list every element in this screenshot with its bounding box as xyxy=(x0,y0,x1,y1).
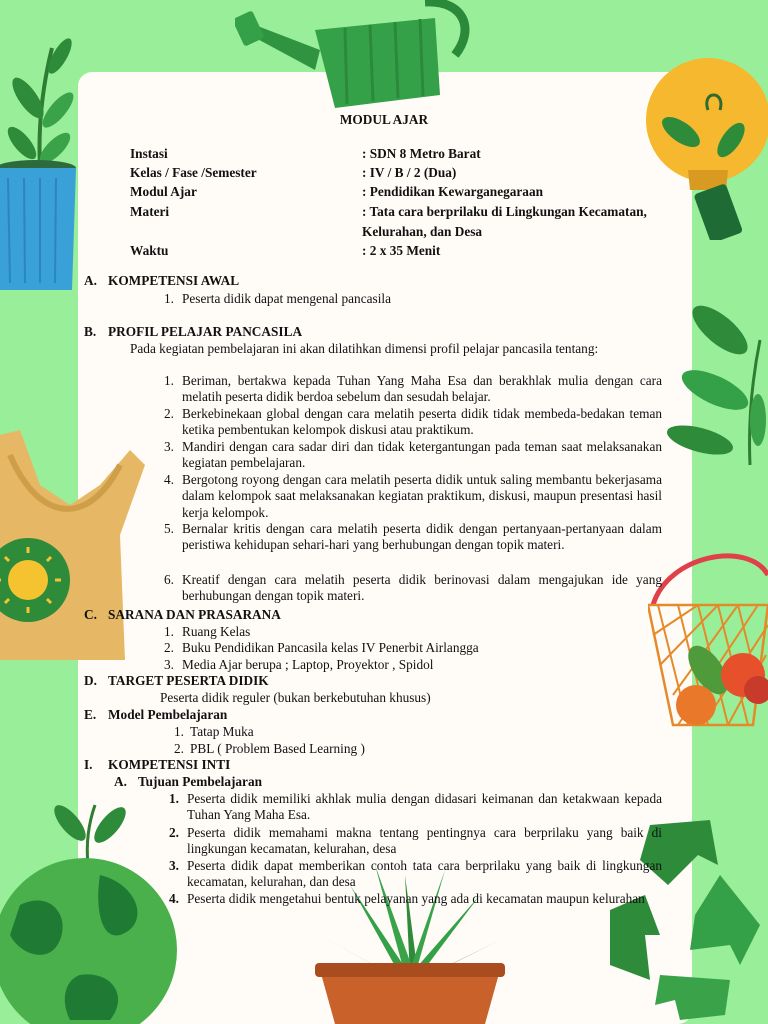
identity-value: Kelurahan, dan Desa xyxy=(362,224,483,239)
list-number: 1. xyxy=(164,291,174,306)
list-number: 3. xyxy=(164,439,174,454)
list-item: Kreatif dengan cara melatih peserta didik berinovasi dalam mengajukan ide yang berhubungan dengan topik materi. xyxy=(182,572,662,604)
identity-label: Modul Ajar xyxy=(130,184,197,199)
list-number: 3. xyxy=(164,657,174,672)
section-heading-b: B. PROFIL PELAJAR PANCASILA xyxy=(84,324,303,339)
list-item: Bergotong royong dengan cara melatih peserta didik untuk saling membantu bekerjasama dalam kelompok saat melaksanakan kegiatan praktikum, diskusi, maupun presentasi hasil kerja kelompok. xyxy=(182,472,662,520)
list-item: PBL ( Problem Based Learning ) xyxy=(190,741,365,756)
list-number: 2. xyxy=(169,825,179,840)
list-number: 2. xyxy=(164,406,174,421)
section-heading-d: D. TARGET PESERTA DIDIK xyxy=(84,673,269,688)
list-item: Peserta didik dapat mengenal pancasila xyxy=(182,291,391,306)
identity-value: : 2 x 35 Menit xyxy=(362,243,441,258)
list-item: Buku Pendidikan Pancasila kelas IV Penerbit Airlangga xyxy=(182,640,479,655)
identity-label: Instasi xyxy=(130,146,168,161)
list-number: 2. xyxy=(164,640,174,655)
identity-value: : Tata cara berprilaku di Lingkungan Kecamatan, xyxy=(362,204,647,219)
section-text: Peserta didik reguler (bukan berkebutuhan khusus) xyxy=(160,690,431,705)
list-item: Peserta didik memahami makna tentang pentingnya cara berprilaku yang baik di lingkungan kecamatan, kelurahan, desa xyxy=(187,825,662,857)
list-item: Peserta didik mengetahui bentuk pelayanan yang ada di kecamatan maupun kelurahan xyxy=(187,891,645,906)
list-number: 4. xyxy=(164,472,174,487)
list-number: 3. xyxy=(169,858,179,873)
list-item: Media Ajar berupa ; Laptop, Proyektor , Spidol xyxy=(182,657,434,672)
list-item: Berkebinekaan global dengan cara melatih peserta didik tidak membeda-bedakan teman ketika pembentukan kelompok diskusi atau praktikum. xyxy=(182,406,662,438)
list-number: 4. xyxy=(169,891,179,906)
document-title: MODUL AJAR xyxy=(339,112,429,127)
list-number: 6. xyxy=(164,572,174,587)
section-intro: Pada kegiatan pembelajaran ini akan dilatihkan dimensi profil pelajar pancasila tentang: xyxy=(130,341,599,356)
list-item: Bernalar kritis dengan cara melatih peserta didik dengan pertanyaan-pertanyaan dalam peristiwa kehidupan sehari-hari yang berhubungan dengan topik materi. xyxy=(182,521,662,553)
section-heading-c: C. SARANA DAN PRASARANA xyxy=(84,607,281,622)
list-number: 1. xyxy=(164,373,174,388)
list-item: Tatap Muka xyxy=(190,724,254,739)
list-item: Mandiri dengan cara sadar diri dan tidak ketergantungan pada teman saat melaksanakan kegiatan pembelajaran. xyxy=(182,439,662,471)
section-heading-i: I. KOMPETENSI INTI xyxy=(84,757,231,772)
list-number: 5. xyxy=(164,521,174,536)
list-item: Peserta didik memiliki akhlak mulia dengan didasari keimanan dan ketakwaan kepada Tuhan Yang Maha Esa. xyxy=(187,791,662,823)
identity-value: : SDN 8 Metro Barat xyxy=(362,146,481,161)
identity-label: Materi xyxy=(130,204,170,219)
subsection-heading: A. Tujuan Pembelajaran xyxy=(114,774,262,789)
list-number: 1. xyxy=(164,624,174,639)
identity-label: Waktu xyxy=(130,243,169,258)
identity-value: : Pendidikan Kewarganegaraan xyxy=(362,184,543,199)
identity-value: : IV / B / 2 (Dua) xyxy=(362,165,457,180)
identity-label: Kelas / Fase /Semester xyxy=(130,165,257,180)
list-number: 1. xyxy=(174,724,184,739)
section-heading-e: E. Model Pembelajaran xyxy=(84,707,228,722)
list-item: Ruang Kelas xyxy=(182,624,251,639)
section-heading-a: A. KOMPETENSI AWAL xyxy=(84,273,240,288)
list-number: 2. xyxy=(174,741,184,756)
list-item: Beriman, bertakwa kepada Tuhan Yang Maha Esa dan berakhlak mulia dengan cara melatih peserta didik berdoa sebelum dan sesudah belajar. xyxy=(182,373,662,405)
list-number: 1. xyxy=(169,791,179,806)
list-item: Peserta didik dapat memberikan contoh tata cara berprilaku yang baik di lingkungan kecamatan, kelurahan, dan desa xyxy=(187,858,662,890)
